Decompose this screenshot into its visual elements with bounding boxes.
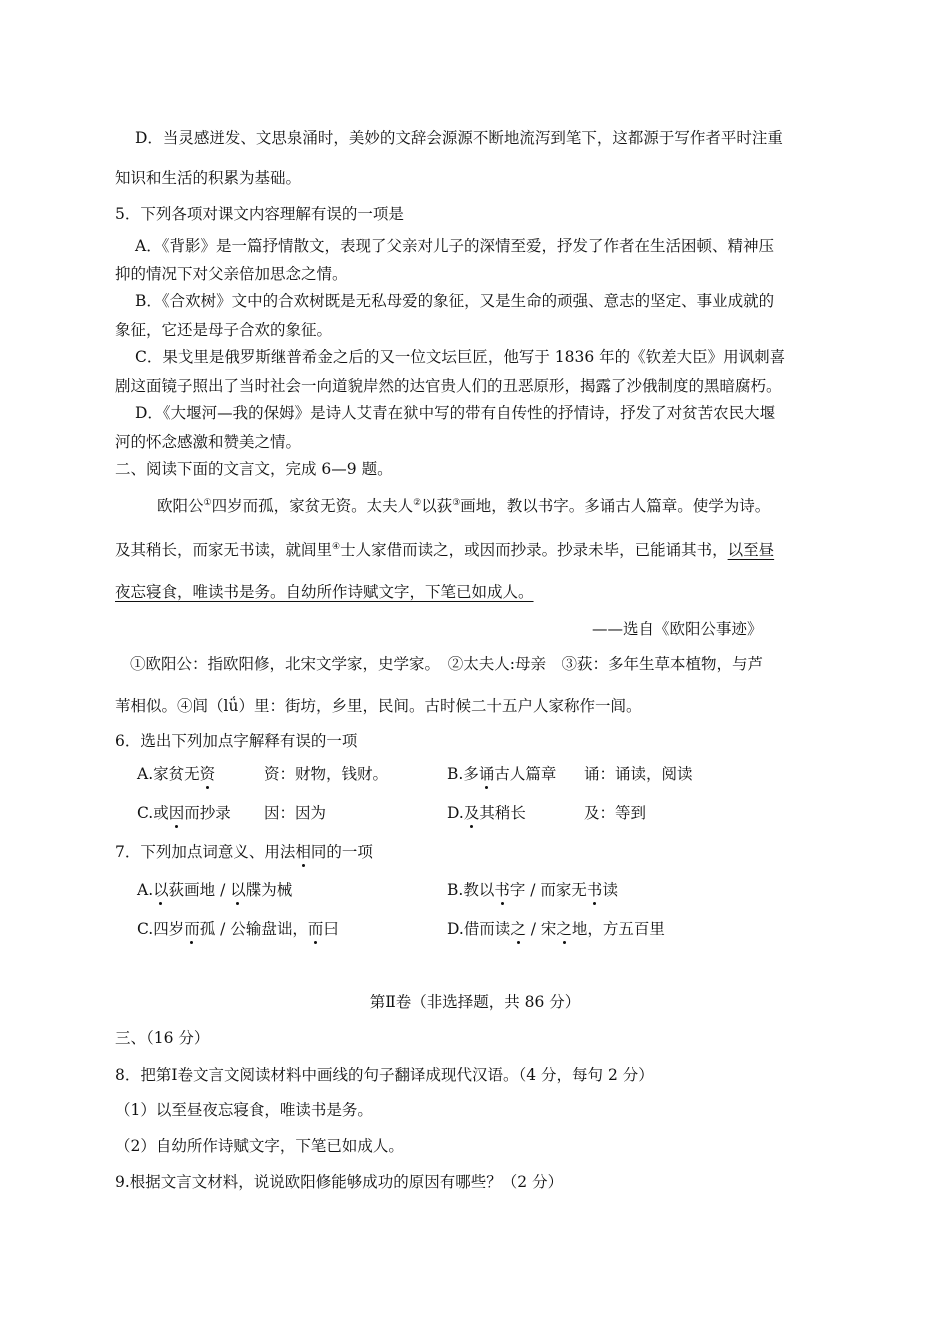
- q6-option-d: D.及其稍长: [447, 804, 526, 822]
- footnotes-line1: ①欧阳公：指欧阳修，北宋文学家，史学家。 ②太夫人:母亲 ③荻：多年生草本植物，与芦: [130, 655, 763, 673]
- dotted-char: 而: [184, 920, 200, 938]
- q7-option-c: C.四岁而孤 / 公输盘诎，而曰: [137, 920, 339, 938]
- q5-option-d-line2: 河的怀念感激和赞美之情。: [115, 433, 302, 451]
- q6-stem: 6．选出下列加点字解释有误的一项: [115, 732, 358, 750]
- q8-item-1: （1）以至昼夜忘寝食，唯读书是务。: [115, 1101, 373, 1119]
- dotted-char: 资: [199, 765, 216, 783]
- q6-option-c: C.或因而抄录: [137, 804, 231, 822]
- dotted-char: 因: [168, 804, 185, 822]
- q5-option-c-line2: 剧这面镜子照出了当时社会一向道貌岸然的达官贵人们的丑恶原形，揭露了沙俄制度的黑暗腐朽。: [115, 377, 782, 395]
- q5-option-a-line1: A．《背影》是一篇抒情散文，表现了父亲对儿子的深情至爱，抒发了作者在生活困顿、精神压: [135, 237, 774, 255]
- footnote-ref-4: ④: [332, 541, 341, 552]
- underlined-sentence-1-start: 以至昼: [727, 541, 775, 559]
- q8-item-2: （2）自幼所作诗赋文字，下笔已如成人。: [115, 1137, 404, 1155]
- q4-option-d-line1: D．当灵感迸发、文思泉涌时，美妙的文辞会源源不断地流泻到笔下，这都源于写作者平时注重: [135, 129, 783, 147]
- dotted-char: 而: [307, 920, 324, 938]
- q6-option-c-explanation: 因：因为: [264, 804, 327, 822]
- q7-option-d: D.借而读之 / 宋之地，方五百里: [447, 920, 665, 938]
- passage-source: ——选自《欧阳公事迹》: [592, 620, 763, 638]
- q5-option-b-line1: B．《合欢树》文中的合欢树既是无私母爱的象征，又是生命的顽强、意志的坚定、事业成就的: [135, 292, 775, 310]
- passage-line3: [115, 582, 534, 602]
- section3-heading: 三、（16 分）: [115, 1029, 210, 1047]
- dotted-char: 书: [494, 881, 510, 899]
- dotted-char: 以: [153, 881, 169, 899]
- q7-stem: 7．下列加点词意义、用法相同的一项: [115, 843, 373, 861]
- part2-title: 第Ⅱ卷（非选择题，共 86 分）: [369, 993, 581, 1011]
- underlined-sentence-1-end: 夜忘寝食，唯读书是务。: [115, 583, 286, 601]
- footnote-ref-2: ②: [413, 497, 422, 508]
- dotted-char: 之: [510, 920, 526, 938]
- q7-option-b: B.教以书字 / 而家无书读: [447, 881, 618, 899]
- q6-option-d-explanation: 及：等到: [584, 804, 647, 822]
- q7-option-a: A.以荻画地 / 以牒为械: [137, 881, 293, 899]
- q5-option-c-line1: C．果戈里是俄罗斯继普希金之后的又一位文坛巨匠，他写于 1836 年的《钦差大臣》用讽刺喜: [135, 348, 786, 366]
- q6-option-b: B.多诵古人篇章: [447, 765, 557, 783]
- q4-option-d-line2: 知识和生活的积累为基础。: [115, 169, 302, 187]
- q5-option-b-line2: 象征，它还是母子合欢的象征。: [115, 321, 333, 339]
- footnote-ref-1: ①: [203, 497, 212, 508]
- q9-stem: 9.根据文言文材料，说说欧阳修能够成功的原因有哪些？（2 分）: [115, 1173, 564, 1191]
- q5-option-d-line1: D．《大堰河—我的保姆》是诗人艾青在狱中写的带有自传性的抒情诗，抒发了对贫苦农民大堰: [135, 404, 776, 422]
- underlined-sentence-2: 自幼所作诗赋文字，下笔已如成人。: [285, 583, 534, 601]
- footnote-ref-3: ③: [452, 497, 461, 508]
- dotted-char: 及: [463, 804, 480, 822]
- passage-line1: 欧阳公①四岁而孤，家贫无资。太夫人②以荻③画地，教以书字。多诵古人篇章。使学为诗。: [157, 497, 771, 515]
- q5-stem: 5．下列各项对课文内容理解有误的一项是: [115, 205, 404, 223]
- q6-option-a-explanation: 资：财物，钱财。: [264, 765, 389, 783]
- q5-option-a-line2: 抑的情况下对父亲倍加思念之情。: [115, 265, 348, 283]
- dotted-char: 书: [586, 881, 603, 899]
- q6-option-b-explanation: 诵：诵读，阅读: [584, 765, 693, 783]
- footnotes-line2: 苇相似。④闾（lǘ）里：街坊，乡里，民间。古时候二十五户人家称作一闾。: [115, 697, 642, 715]
- q6-option-a: A.家贫无资: [137, 765, 216, 783]
- dotted-char: 以: [230, 881, 246, 899]
- dotted-char: 相: [295, 843, 311, 861]
- section2-heading: 二、阅读下面的文言文，完成 6—9 题。: [115, 460, 393, 478]
- q8-stem: 8．把第Ⅰ卷文言文阅读材料中画线的句子翻译成现代汉语。（4 分，每句 2 分）: [115, 1066, 654, 1084]
- dotted-char: 之: [556, 920, 572, 938]
- dotted-char: 诵: [478, 765, 495, 783]
- passage-line2: 及其稍长，而家无书读，就闾里④士人家借而读之，或因而抄录。抄录未毕，已能诵其书，以至昼: [115, 541, 775, 559]
